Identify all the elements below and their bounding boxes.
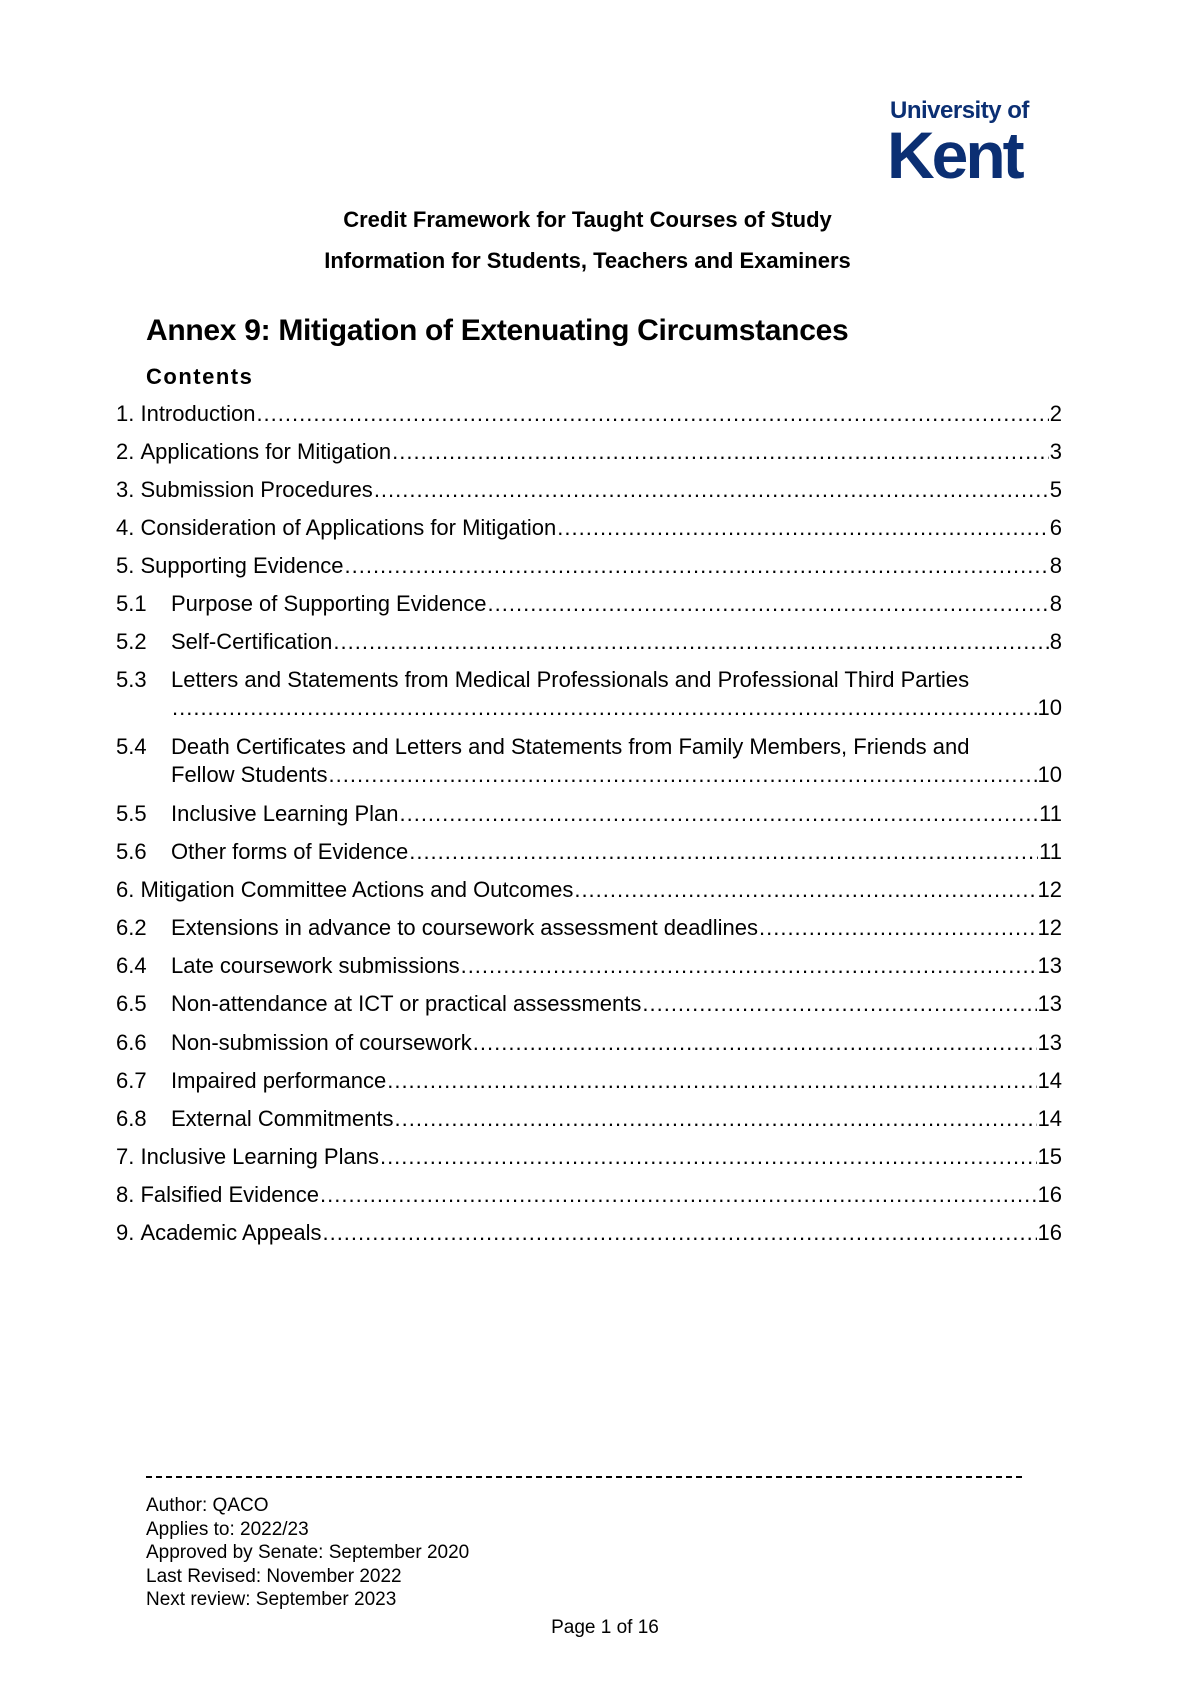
logo-line-kent: Kent: [887, 118, 1022, 192]
toc-number: 6.4: [116, 953, 147, 978]
toc-entry-extensions[interactable]: [116, 914, 1062, 942]
toc-page-number: 13: [1037, 953, 1062, 978]
toc-entry-submission-procedures[interactable]: [116, 476, 1062, 504]
toc-title: Self-Certification: [171, 629, 333, 654]
toc-number: 1.: [116, 401, 141, 426]
toc-title: Extensions in advance to coursework assessment deadlines: [171, 915, 758, 940]
toc-leader-dots: [322, 1219, 1036, 1247]
toc-page-number: 16: [1037, 1220, 1062, 1245]
toc-number: 6.5: [116, 991, 147, 1016]
toc-title: Inclusive Learning Plan: [171, 801, 399, 826]
toc-leader-dots: [399, 800, 1038, 828]
toc-page-number: 8: [1049, 591, 1062, 616]
toc-leader-dots: [642, 990, 1036, 1018]
toc-title: Consideration of Applications for Mitigation: [140, 515, 557, 540]
toc-page-number: 11: [1039, 801, 1062, 826]
approved-line: Approved by Senate: September 2020: [146, 1542, 470, 1563]
toc-page-number: 8: [1049, 553, 1062, 578]
toc-title: Late coursework submissions: [171, 953, 460, 978]
toc-leader-dots: [345, 552, 1049, 580]
toc-title: Academic Appeals: [140, 1220, 322, 1245]
applies-to-line: Applies to: 2022/23: [146, 1518, 309, 1540]
toc-leader-dots: [461, 952, 1037, 980]
toc-entry-falsified-evidence[interactable]: [116, 1181, 1062, 1209]
toc-title: Non-attendance at ICT or practical assessments: [171, 991, 642, 1016]
toc-entry-other-evidence[interactable]: [116, 838, 1062, 866]
toc-entry-non-submission[interactable]: [116, 1029, 1062, 1057]
toc-number: 5.6: [116, 839, 147, 864]
toc-leader-dots: [387, 1067, 1036, 1095]
toc-number: 3.: [116, 477, 141, 502]
toc-page-number: 12: [1037, 915, 1062, 940]
toc-entry-external-commitments[interactable]: [116, 1105, 1062, 1133]
toc-page-number: 16: [1037, 1182, 1062, 1207]
toc-page-number: 6: [1049, 515, 1062, 540]
audience-subtitle: Information for Students, Teachers and Examiners: [324, 248, 851, 273]
toc-page-number: 10: [1037, 762, 1062, 787]
toc-entry-non-attendance[interactable]: [116, 990, 1062, 1018]
toc-leader-dots: [320, 1181, 1037, 1209]
page-number: Page 1 of 16: [551, 1617, 659, 1638]
toc-entry-inclusive-learning-plan[interactable]: [116, 800, 1062, 828]
toc-leader-dots: [557, 514, 1048, 542]
toc-number: 6.8: [116, 1106, 147, 1131]
toc-title: Purpose of Supporting Evidence: [171, 591, 487, 616]
toc-title: Death Certificates and Letters and Statements from Family Members, Friends and: [171, 734, 970, 759]
toc-number: 7.: [116, 1144, 141, 1169]
author-line: Author: QACO: [146, 1495, 269, 1516]
last-revised-line: Last Revised: November 2022: [146, 1565, 402, 1587]
toc-page-number: 8: [1049, 629, 1062, 654]
toc-entry-impaired-performance[interactable]: [116, 1067, 1062, 1095]
contents-heading: Contents: [146, 364, 254, 389]
toc-leader-dots: [380, 1143, 1037, 1171]
toc-entry-applications[interactable]: [116, 438, 1062, 466]
toc-title: Inclusive Learning Plans: [140, 1144, 379, 1169]
toc-entry-inclusive-learning-plans[interactable]: [116, 1143, 1062, 1171]
toc-title: Non-submission of coursework: [171, 1030, 472, 1055]
toc-number: 5.2: [116, 629, 147, 654]
toc-title: Falsified Evidence: [140, 1182, 320, 1207]
toc-number: 5.4: [116, 734, 147, 759]
toc-page-number: 13: [1037, 1030, 1062, 1055]
toc-page-number: 15: [1037, 1144, 1062, 1169]
toc-entry-late-submissions[interactable]: [116, 952, 1062, 980]
toc-entry-consideration[interactable]: [116, 514, 1062, 542]
toc-leader-dots: [333, 628, 1048, 656]
toc-leader-dots: [473, 1029, 1037, 1057]
document-metadata: [146, 1494, 469, 1612]
toc-leader-dots: [488, 590, 1049, 618]
toc-title: Mitigation Committee Actions and Outcomes: [140, 877, 574, 902]
toc-page-number: 13: [1037, 991, 1062, 1016]
toc-leader-dots: [329, 761, 1037, 789]
toc-page-number: 12: [1037, 877, 1062, 902]
toc-leader-dots: [574, 876, 1036, 904]
annex-title: Annex 9: Mitigation of Extenuating Circumstances: [146, 314, 849, 347]
toc-title: Submission Procedures: [140, 477, 373, 502]
toc-entry-academic-appeals[interactable]: [116, 1219, 1062, 1247]
toc-number: 6.2: [116, 915, 147, 940]
toc-number: 5.1: [116, 591, 147, 616]
toc-page-number: 11: [1039, 839, 1062, 864]
toc-number: 9.: [116, 1220, 141, 1245]
toc-number: 5.5: [116, 801, 147, 826]
toc-number: 5.3: [116, 667, 147, 692]
toc-leader-dots: [395, 1105, 1037, 1133]
toc-page-number: 14: [1037, 1068, 1062, 1093]
toc-page-number: 14: [1037, 1106, 1062, 1131]
toc-leader-dots: [374, 476, 1049, 504]
toc-page-number: 2: [1049, 401, 1062, 426]
toc-entry-letters-medical[interactable]: [116, 666, 1062, 722]
toc-leader-dots: [256, 400, 1048, 428]
toc-number: 6.7: [116, 1068, 147, 1093]
footer-divider: [146, 1476, 1022, 1478]
toc-entry-introduction[interactable]: [116, 400, 1062, 428]
toc-leader-dots: [409, 838, 1038, 866]
toc-title: External Commitments: [171, 1106, 394, 1131]
toc-title: Supporting Evidence: [140, 553, 344, 578]
toc-title: Other forms of Evidence: [171, 839, 409, 864]
toc-entry-self-certification[interactable]: [116, 628, 1062, 656]
toc-leader-dots: [172, 694, 1037, 722]
toc-title: Impaired performance: [171, 1068, 387, 1093]
toc-number: 8.: [116, 1182, 141, 1207]
logo-line-university-of: University of: [890, 97, 1029, 124]
toc-title: Introduction: [140, 401, 256, 426]
toc-entry-supporting-evidence[interactable]: [116, 552, 1062, 580]
toc-title: Applications for Mitigation: [140, 439, 392, 464]
toc-number: 5.: [116, 553, 141, 578]
next-review-line: Next review: September 2023: [146, 1589, 397, 1610]
toc-page-number: 5: [1049, 477, 1062, 502]
toc-page-number: 3: [1049, 439, 1062, 464]
toc-title: Letters and Statements from Medical Professionals and Professional Third Parties: [171, 667, 970, 692]
toc-page-number: 10: [1037, 695, 1062, 720]
toc-number: 4.: [116, 515, 141, 540]
framework-title: Credit Framework for Taught Courses of Study: [343, 207, 832, 232]
toc-title-continued: Fellow Students: [171, 762, 328, 787]
toc-leader-dots: [759, 914, 1037, 942]
toc-number: 6.: [116, 877, 141, 902]
toc-entry-purpose-of-evidence[interactable]: [116, 590, 1062, 618]
university-of-kent-logo: [887, 97, 1040, 192]
toc-number: 6.6: [116, 1030, 147, 1055]
toc-entry-death-certificates[interactable]: [116, 733, 1062, 789]
toc-leader-dots: [392, 438, 1049, 466]
toc-entry-committee-actions[interactable]: [116, 876, 1062, 904]
toc-number: 2.: [116, 439, 141, 464]
